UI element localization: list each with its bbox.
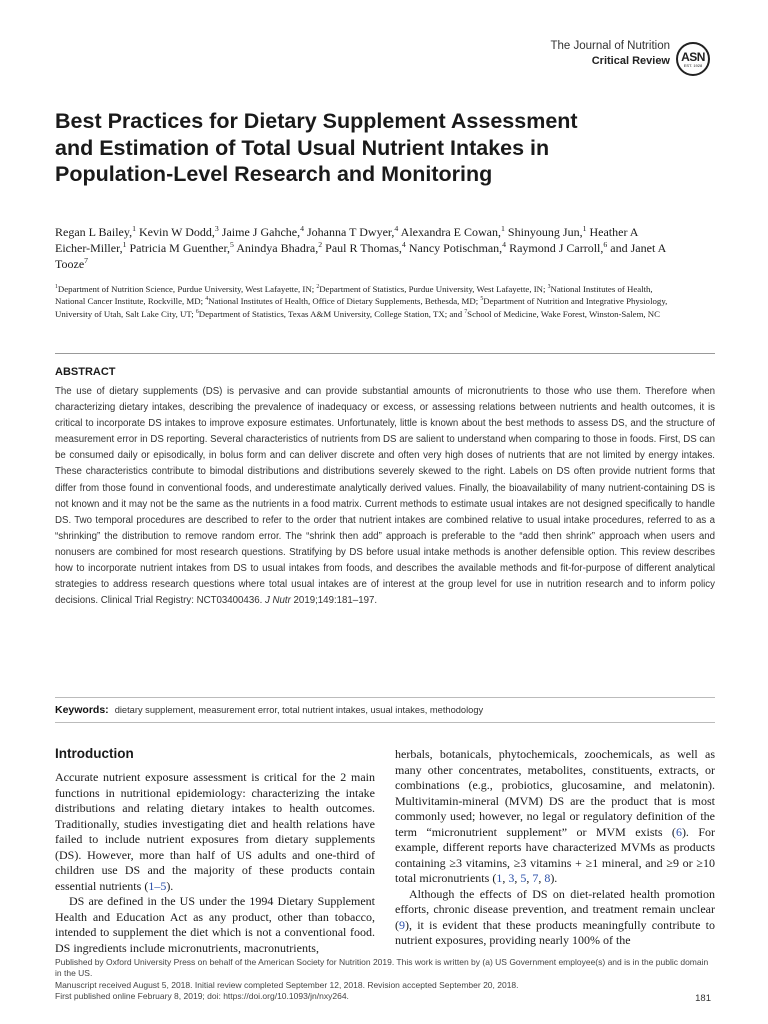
author-affil-ref: 1: [582, 224, 587, 233]
author: Shinyoung Jun,: [507, 225, 583, 239]
affiliation: Department of Statistics, Texas A&M University, College Station, TX; and: [198, 308, 465, 319]
journal-header: [550, 40, 670, 67]
author: Nancy Potischman,: [408, 241, 503, 255]
affiliation: National Institutes of Health, Office of Dietary Supplements, Bethesda, MD;: [208, 296, 481, 307]
divider: [55, 697, 715, 698]
author: Johanna T Dwyer,: [307, 225, 395, 239]
affil-ref: 1: [55, 284, 58, 291]
affil-ref: 5: [480, 296, 484, 303]
author-affil-ref: 1: [132, 224, 136, 233]
affil-ref: 6: [195, 308, 199, 315]
author: Heather A Eicher-Miller,: [55, 225, 638, 255]
citation-link[interactable]: 1–5: [148, 878, 167, 893]
author-affil-ref: 4: [502, 240, 507, 249]
asn-logo-est: EST. 1928: [683, 62, 703, 68]
affil-ref: 4: [205, 296, 209, 303]
author-affil-ref: 1: [122, 240, 127, 249]
author-affil-ref: 4: [401, 240, 406, 249]
paragraph: Although the effects of DS on diet-related health promotion efforts, chronic disease prevention, and treatment remain unclear (9), it is evident that these products meaningfully contribute to nutrient exposures, providing nearly 100% of the: [395, 886, 715, 947]
abstract-heading: ABSTRACT: [55, 366, 116, 378]
author: Patricia M Guenther,: [129, 241, 230, 255]
intro-column-left: [55, 770, 375, 956]
page-number: 181: [695, 993, 711, 1004]
citation-link[interactable]: 6: [675, 824, 682, 839]
paragraph: DS are defined in the US under the 1994 Dietary Supplement Health and Education Act as any product, other than tobacco, intended to supplement the diet which is not a conventional food. DS ingredients include micronutrients, macronutrients,: [55, 894, 375, 955]
citation-link[interactable]: 1: [496, 871, 503, 885]
citation-journal: J Nutr: [265, 595, 291, 607]
footer-publisher: Published by Oxford University Press on behalf of the American Society for Nutrition 2019. This work is written by (a) US Government employee(s) and is in the public domain in the US.: [55, 957, 709, 979]
keywords-text: dietary supplement, measurement error, total nutrient intakes, usual intakes, methodology: [114, 705, 484, 715]
affil-ref: 2: [316, 284, 320, 291]
divider: [55, 353, 715, 354]
author-affil-ref: 7: [84, 256, 89, 265]
author: and Janet A Tooze: [55, 241, 666, 271]
keywords-label: Keywords:: [55, 704, 109, 716]
intro-column-right: [395, 747, 715, 949]
abstract-text: The use of dietary supplements (DS) is pervasive and can provide substantial amounts of micronutrients to those who use them. Therefore when characterizing dietary intakes, describing the prevalence of inadequacy or excess, or assessing relations between nutrients and health outcomes, it is critical to incorporate DS intakes to improve exposure estimates. Unfortunately, little is known about the best methods to assess DS, and the structure of measurement error in DS reporting. Several characteristics of nutrients from DS are salient to understand when comparing to those in foods. First, DS can be consumed daily or episodically, in bolus form and can deliver discrete and often very high doses of nutrients that are not limited by energy intakes. These characteristics contribute to bimodal distributions and distributions severely skewed to the right. Labels on DS often provide nutrient forms that differ from those found in conventional foods, and underestimate analytically derived values. Finally, the bioavailability of many nutrient-containing DS is not known and it may not be the same as the nutrients in a food matrix. Current methods to estimate usual intakes are not designed specifically to handle DS. Two temporal procedures are described to refer to the order that nutrient intakes are combined relative to usual intake procedures, referred to as a “shrinking” the distribution to remove random error. The “shrink then add” approach is preferable to the “add then shrink” approach when users and nonusers are combined for most research questions. Stratifying by DS before usual intake methods is another defensible option. This review describes how to incorporate nutrient intakes from DS to usual intakes from foods, and describes the available methods and fit-for-purpose of different analytical strategies to address research questions where total usual intakes are of interest at the group level for use in nutrition research and to inform policy decisions. Clinical Trial Registry: NCT03400436.: [55, 386, 715, 607]
citation-link[interactable]: 5: [520, 871, 527, 885]
asn-logo-text: ASN: [681, 49, 705, 64]
affil-ref: 3: [547, 284, 551, 291]
author-affil-ref: 4: [394, 224, 399, 233]
footer-manuscript: Manuscript received August 5, 2018. Initial review completed September 12, 2018. Revision accepted September 20, 2018.: [55, 979, 519, 990]
affiliation: Department of Statistics, Purdue University, West Lafayette, IN;: [319, 284, 548, 294]
paragraph: herbals, botanicals, phytochemicals, zoochemicals, as well as many other concentrates, metabolites, constituents, extracts, or combinations (e.g., probiotics, glucosamine, and melatonin). Multivitamin-mineral (MVM) DS are the product that is most commonly used; however, no legal or regulatory definition of the term “micronutrient supplement” or MVM exists (6). For example, different reports have characterized MVMs as products containing ≥3 vitamins, ≥3 vitamins + ≥1 mineral, and ≥9 or ≥10 total micronutrients (1, 3, 5, 7, 8).: [395, 747, 715, 885]
asn-logo: [676, 42, 710, 76]
footer-notes: [55, 957, 715, 1002]
intro-heading: Introduction: [55, 746, 134, 761]
footer-doi: First published online February 8, 2019; doi: https://doi.org/10.1093/jn/nxy264.: [55, 990, 349, 1001]
author: Alexandra E Cowan,: [400, 225, 501, 239]
author-affil-ref: 5: [230, 240, 234, 249]
affiliation: Department of Nutrition Science, Purdue University, West Lafayette, IN;: [57, 284, 317, 294]
author-affil-ref: 6: [603, 240, 608, 249]
paragraph: Accurate nutrient exposure assessment is critical for the 2 main functions in nutritional epidemiology: characterizing the intake distributions and relating dietary intakes to health outcomes. Traditionally, studies investigating diet and health relations have failed to include nutrient exposures from dietary supplements (DS). However, more than half of US adults and one-third of children use DS and the majority of these products contain essential nutrients (1–5).: [55, 770, 375, 893]
article-title: Best Practices for Dietary Supplement Assessment and Estimation of Total Usual Nutrient Intakes in Population-Level Research and Monitoring: [55, 109, 578, 186]
citation-link[interactable]: 9: [399, 917, 405, 932]
author: Regan L Bailey,: [55, 225, 133, 239]
journal-section: Critical Review: [591, 55, 670, 67]
author-affil-ref: 4: [300, 224, 305, 233]
affiliation: National Institutes of Health, National Cancer Institute, Rockville, MD;: [55, 284, 653, 307]
author: Raymond J Carroll,: [509, 241, 604, 255]
citation-rest: 2019;149:181–197.: [293, 595, 378, 607]
affiliation: Department of Nutrition and Integrative Physiology, University of Utah, Salt Lake City, UT;: [55, 296, 668, 319]
author: Paul R Thomas,: [325, 241, 402, 255]
author-affil-ref: 2: [318, 240, 323, 249]
author-list: [55, 224, 675, 272]
author: Anindya Bhadra,: [236, 241, 319, 255]
author-affil-ref: 3: [214, 224, 219, 233]
keywords: [55, 704, 483, 716]
author: Jaime J Gahche,: [221, 225, 301, 239]
author-affil-ref: 1: [500, 224, 505, 233]
divider: [55, 722, 715, 723]
affiliation: School of Medicine, Wake Forest, Winston-Salem, NC: [467, 308, 661, 319]
citation-link[interactable]: 8: [544, 871, 551, 885]
citation-link[interactable]: 7: [532, 871, 539, 885]
affil-ref: 7: [464, 308, 468, 315]
abstract-body: [55, 384, 715, 609]
journal-name: The Journal of Nutrition: [550, 40, 670, 52]
citation-link[interactable]: 3: [508, 871, 515, 885]
affiliations: [55, 283, 675, 320]
author: Kevin W Dodd,: [139, 225, 215, 239]
